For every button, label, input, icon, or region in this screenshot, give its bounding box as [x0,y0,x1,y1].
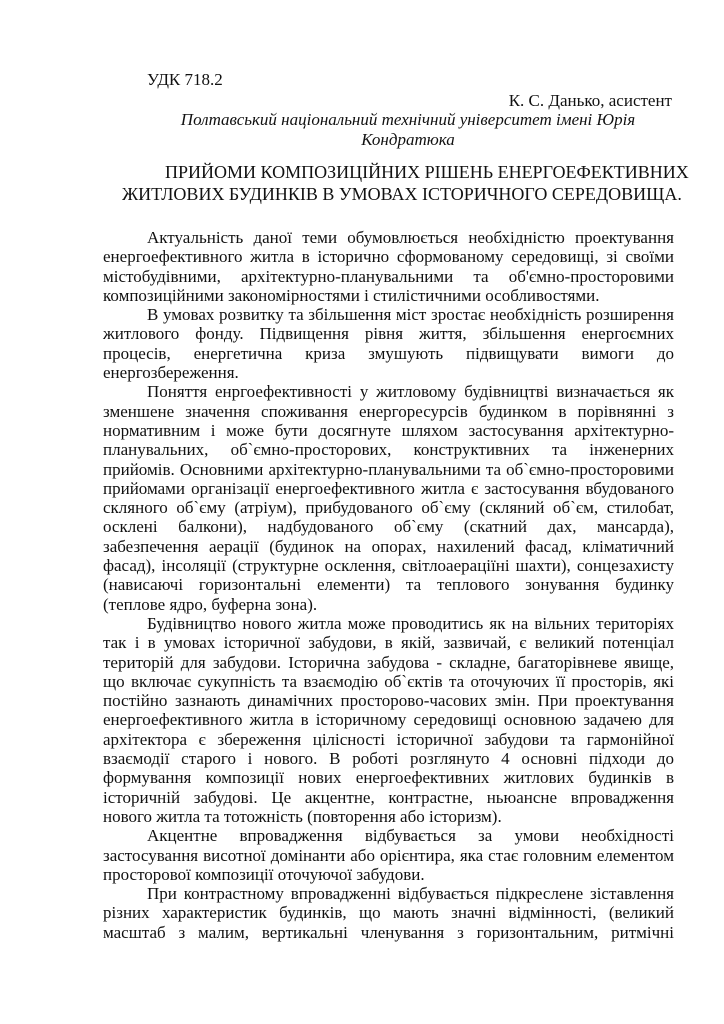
text-line: скляного об`єму (атріум), прибудованого об`єму (скляний об`єм, стилобат, [103,498,674,518]
text-line: композиційними закономірностями і стилістичними особливостями. [103,285,600,305]
text-line: (нависаючі горизонтальні елементи) та теплового зонування будинку [103,575,674,595]
paragraph [103,614,674,826]
text-line: нормативним і може бути досягнуте шляхом застосування архітектурно- [103,420,674,440]
text-line: масштаб з малим, вертикальні членування з горизонтальним, ритмічні [103,922,674,942]
text-line: Акцентне впровадження відбувається за умови необхідності [147,826,674,846]
text-line: процесів, енергетична криза змушують підвищувати вимоги до [103,343,674,363]
affiliation-line-2: Кондратюка [361,130,455,149]
text-line: фасад), інсоляції (структурне осклення, світлоаераціїні шахти), сонцезахисту [103,556,674,576]
text-line: В умовах розвитку та збільшення міст зростає необхідність розширення [147,305,674,325]
text-line: енергоефективного житла в історичному середовищі основною задачею для [103,710,674,730]
author-line: К. С. Данько, асистент [508,91,672,110]
paragraph [103,884,674,942]
article-title-line-1: ПРИЙОМИ КОМПОЗИЦІЙНИХ РІШЕНЬ ЕНЕРГОЕФЕКТИВНИХ [165,162,689,182]
paragraph [103,228,674,305]
text-line: (теплове ядро, буферна зона). [103,594,318,614]
text-line: прийомами організації енергоефективного житла є застосування вбудованого [103,478,674,498]
paragraph [103,305,674,382]
text-line: Актуальність даної теми обумовлюється необхідністю проектування [147,228,674,247]
text-line: енергоефективного житла в історично сформованому середовищі, зі своїми [103,247,674,267]
text-line: забезпечення аерації (будинок на опорах, нахилений фасад, кліматичний [103,536,674,556]
text-line: Будівництво нового житла може проводитись як на вільних територіях [147,613,674,633]
affiliation-line-1: Полтавський національний технічний університет імені Юрія [180,110,636,129]
text-line: При контрастному впровадженні відбувається підкреслене зіставлення [147,884,674,904]
text-line: що включає сукупність та взаємодію об`єктів та оточуючих її просторів, які [103,671,674,691]
text-line: застосування висотної домінанти або орієнтира, яка стає головним елементом [103,845,674,865]
text-line: постійно зазнають динамічних просторово-часових змін. При проектування [103,691,674,711]
text-line: енергозбереження. [103,363,239,383]
article-body [103,228,674,942]
text-line: формування композиції нових енергоефективних житлових будинків в [103,768,674,788]
text-line: різних характеристик будинків, що мають значні відмінності, (великий [103,903,674,923]
text-line: просторової композиції оточуючої забудови. [103,864,425,884]
text-line: територій для забудови. Історична забудова - складне, багаторівневе явище, [103,652,674,672]
text-line: нового житла та тотожність (повторення або історизм). [103,806,502,826]
paragraph [103,826,674,884]
paragraph [103,382,674,614]
text-line: взаємодії старого і нового. В роботі розглянуто 4 основні підходи до [103,749,674,769]
text-line: планувальних, об`ємно-просторових, конструктивних та інженерних [103,440,674,460]
text-line: так і в умовах історичної забудови, в якій, зазвичай, є великий потенціал [103,633,674,653]
text-line: містобудівними, архітектурно-планувальними та об'ємно-просторовими [103,266,674,286]
text-line: історичній забудові. Це акцентне, контрастне, ньюансне впровадження [103,787,674,807]
text-line: зменшене значення споживання енергоресурсів будинком в порівнянні з [103,401,674,421]
text-line: Поняття енргоефективності у житловому будівництві визначається як [147,382,674,402]
text-line: осклені балкони), надбудованого об`єму (скатний дах, мансарда), [103,517,674,537]
udc-code: УДК 718.2 [147,70,223,89]
article-title-line-2: ЖИТЛОВИХ БУДИНКІВ В УМОВАХ ІСТОРИЧНОГО СЕРЕДОВИЩА. [122,184,682,204]
text-line: житлового фонду. Підвищення рівня життя, збільшення енергоємних [103,324,674,344]
text-line: архітектора є збереження цілісності історичної забудови та гармонійної [103,729,674,749]
text-line: прийомів. Основними архітектурно-планувальними та об`ємно-просторовими [103,459,674,479]
